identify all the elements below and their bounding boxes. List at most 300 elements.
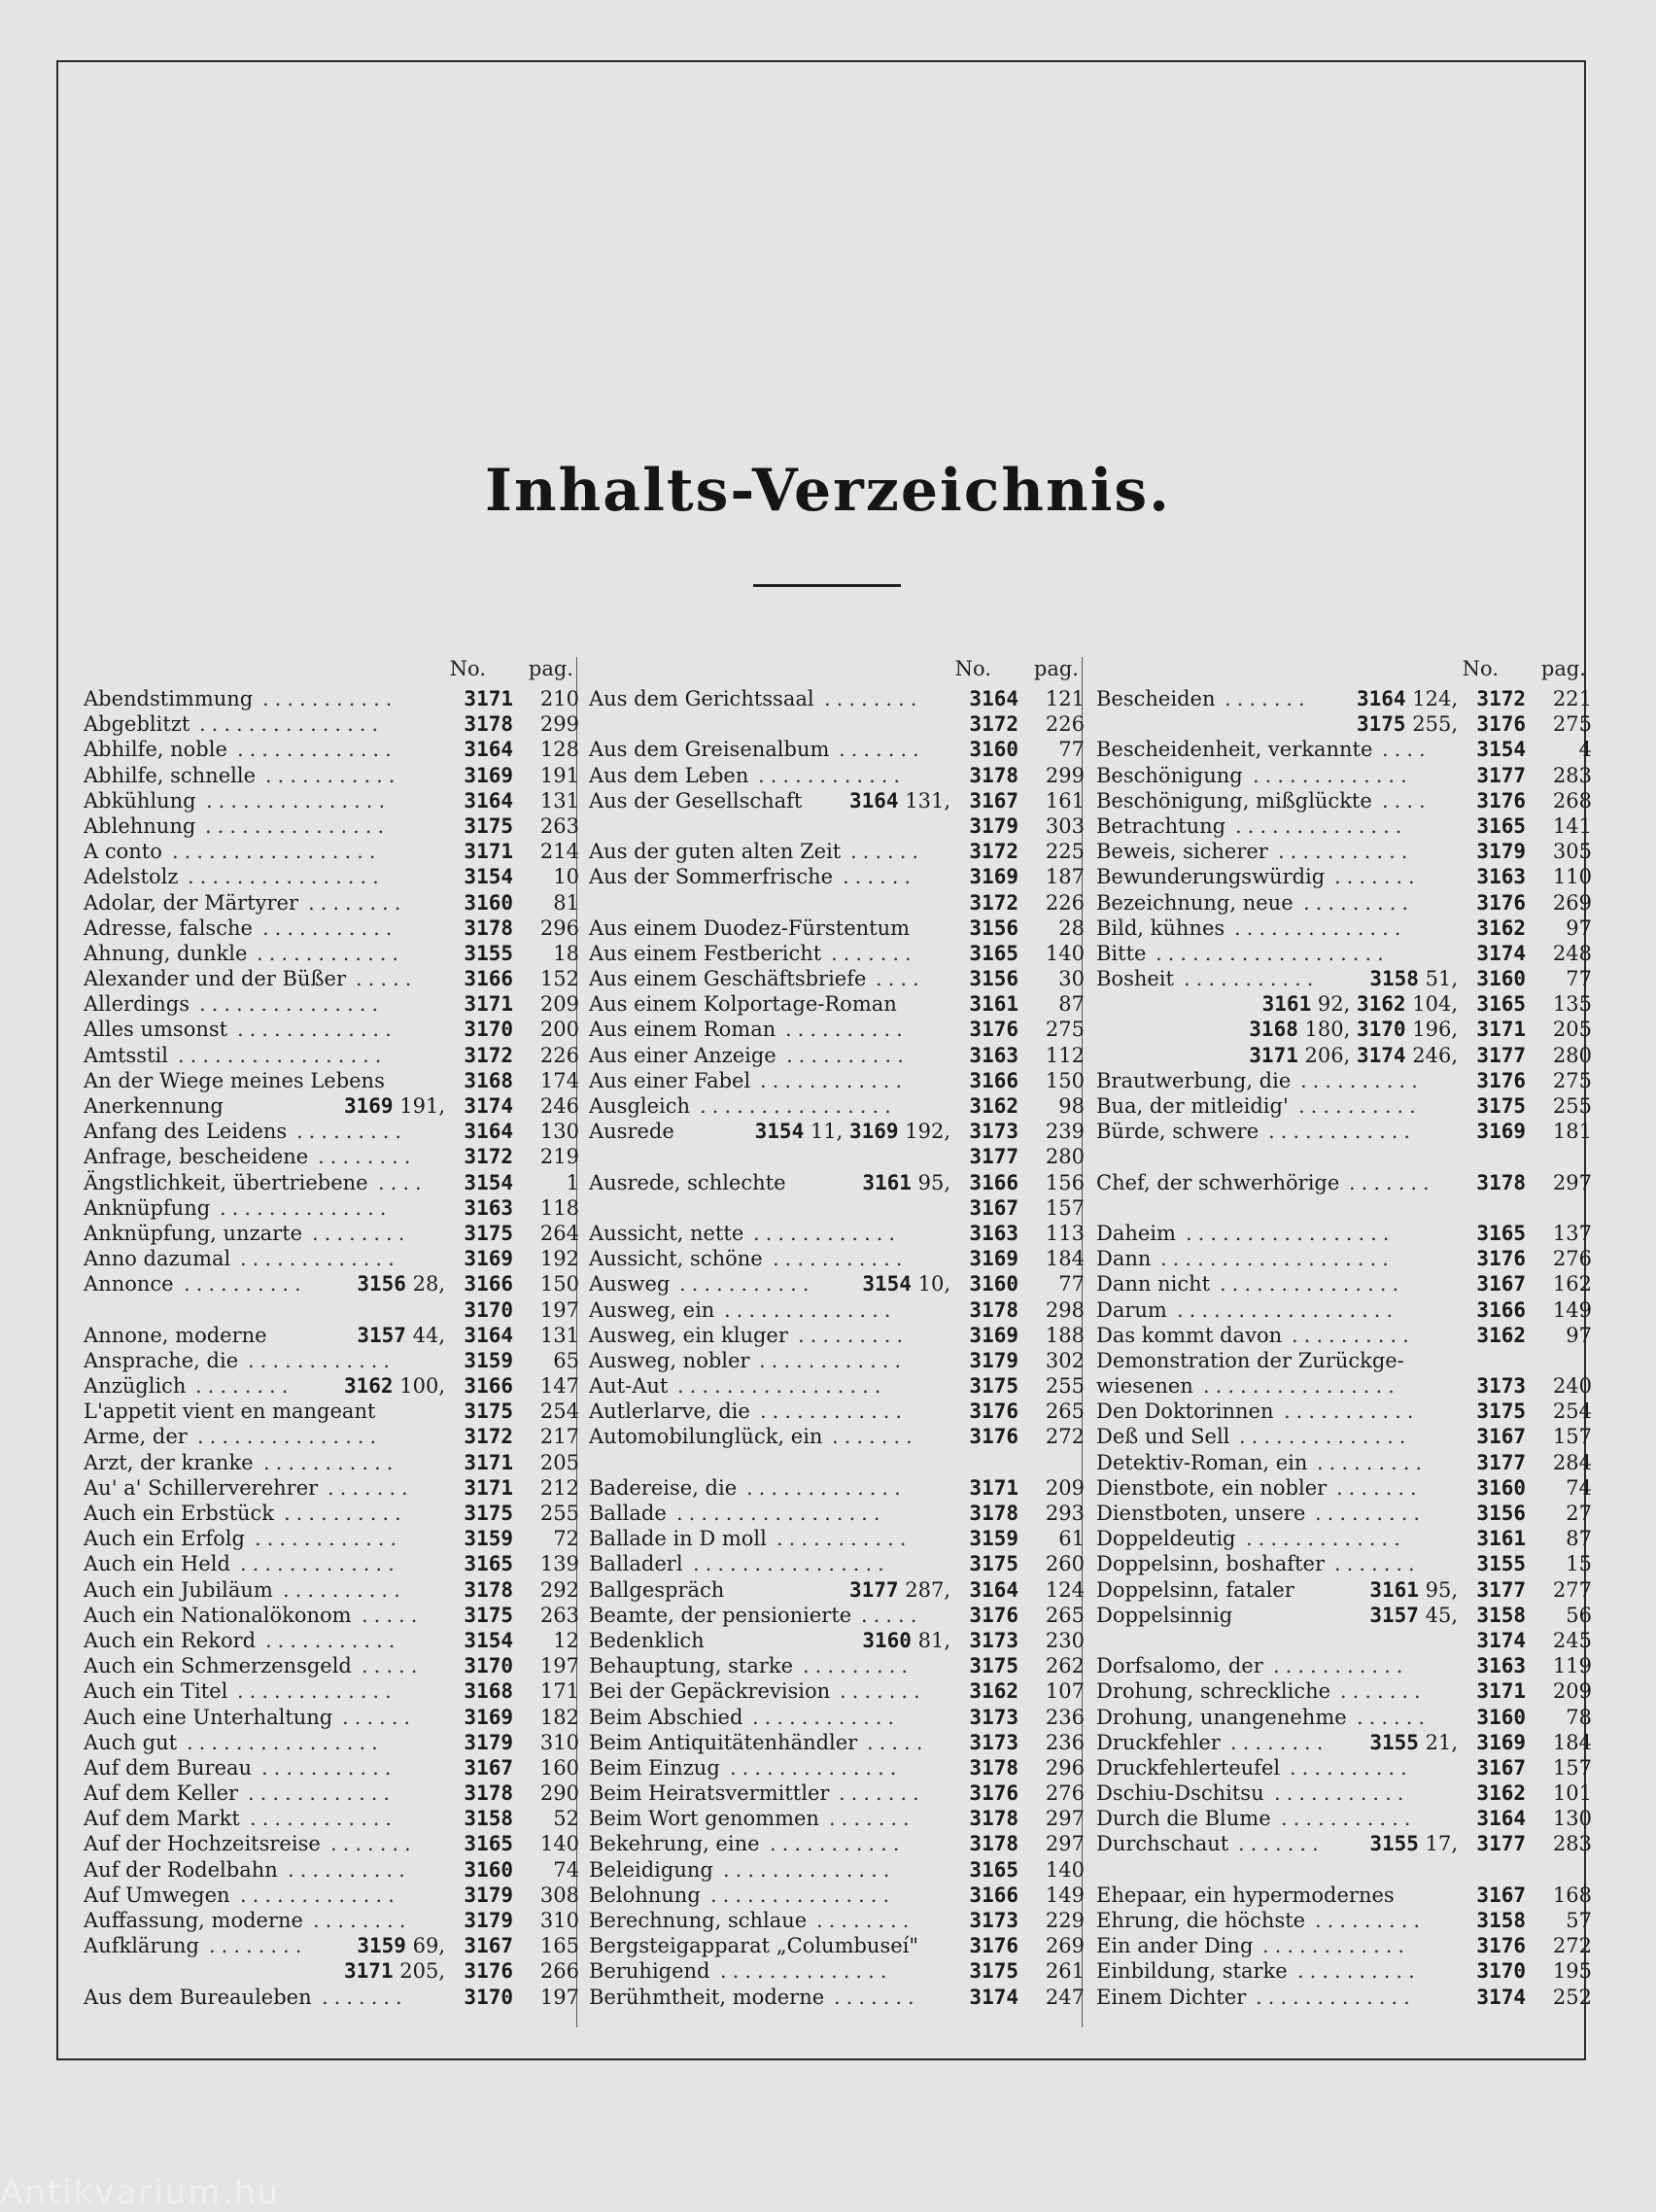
entry-page: 188 (1045, 1323, 1085, 1347)
entry-title: Auf dem Markt (84, 1807, 240, 1831)
entry-page: 252 (1552, 1985, 1592, 2009)
leader-dots: ........... (1273, 1654, 1409, 1678)
ref-number: 3158 (1369, 967, 1419, 991)
entry-number: 3169 (969, 1247, 1018, 1271)
index-entry (84, 1831, 581, 1856)
entry-title: Beweis, sicherer (1096, 840, 1268, 864)
entry-number: 3158 (1476, 1909, 1526, 1932)
entry-number: 3163 (1476, 1654, 1526, 1678)
entry-number: 3172 (464, 1145, 513, 1169)
ref-page: 69, (405, 1934, 445, 1958)
entry-title: Arzt, der kranke (84, 1450, 254, 1474)
entry-title: Ballgespräch (589, 1577, 725, 1602)
entry-title: Ausgleich (589, 1094, 691, 1118)
index-entry (84, 839, 581, 864)
entry-number: 3164 (464, 1120, 513, 1144)
index-entry (589, 1297, 1087, 1323)
entry-page: 240 (1552, 1374, 1592, 1399)
entry-title: Ängstlichkeit, übertriebene (84, 1170, 368, 1194)
entry-number: 3162 (1476, 1781, 1526, 1806)
entry-page: 119 (1552, 1654, 1592, 1678)
index-entry (1096, 686, 1594, 711)
entry-number: 3159 (969, 1527, 1018, 1551)
leader-dots: ...... (850, 840, 925, 864)
leader-dots: ................ (700, 1094, 897, 1118)
leader-dots: ............... (206, 788, 392, 812)
column-header (589, 657, 1087, 686)
entry-number: 3176 (1476, 1247, 1526, 1271)
entry-title: Auffassung, moderne (84, 1909, 303, 1932)
entry-title: Das kommt davon (1096, 1323, 1283, 1347)
entry-page: 255 (1552, 1094, 1592, 1118)
entry-number: 3177 (1476, 1832, 1526, 1856)
entry-number: 3178 (969, 1755, 1018, 1780)
entry-number: 3174 (1476, 1628, 1526, 1652)
index-column-1 (84, 657, 581, 2010)
index-entry (589, 788, 1087, 813)
index-entry (1096, 941, 1594, 966)
entry-number: 3169 (969, 865, 1018, 889)
index-entry (1096, 1271, 1594, 1296)
entry-extra-refs (862, 1628, 950, 1653)
entry-title: Aus dem Bureauleben (84, 1985, 312, 2009)
index-entry (1096, 1093, 1594, 1119)
ref-number: 3162 (343, 1374, 394, 1399)
index-entry (84, 1705, 581, 1730)
entry-page: 275 (1045, 1018, 1085, 1042)
entry-title: Bild, kühnes (1096, 916, 1225, 940)
index-entry (589, 1170, 1087, 1195)
entry-page: 137 (1552, 1221, 1592, 1245)
leader-dots: ................... (1156, 941, 1390, 965)
entry-title: Ausrede (589, 1120, 674, 1144)
entry-page: 78 (1566, 1705, 1592, 1729)
entry-title: Auch ein Schmerzensgeld (84, 1654, 352, 1678)
entry-page: 297 (1552, 1170, 1592, 1194)
entry-title: Aus dem Leben (589, 763, 749, 787)
leader-dots: ....... (1334, 865, 1421, 889)
entry-page: 149 (1045, 1883, 1085, 1907)
index-entry (589, 813, 1087, 839)
entry-page: 140 (1045, 941, 1085, 965)
ref-page: 11, (804, 1120, 844, 1144)
index-entry (1096, 1705, 1594, 1730)
index-entry (1096, 1221, 1594, 1246)
ref-page: 92, (1311, 992, 1351, 1017)
entry-page: 205 (539, 1450, 579, 1474)
entry-number: 3167 (1476, 1272, 1526, 1296)
entry-page: 308 (539, 1883, 579, 1907)
leader-dots: ........... (679, 1272, 815, 1296)
ref-number: 3171 (1249, 1043, 1298, 1067)
entry-title: Ballade in D moll (589, 1527, 767, 1551)
entry-page: 77 (1058, 738, 1085, 762)
leader-dots: ..... (867, 1730, 929, 1754)
leader-dots: .......... (1292, 1323, 1415, 1347)
entry-page: 221 (1552, 687, 1592, 710)
entry-page: 152 (539, 967, 579, 991)
entry-title: Beim Heiratsvermittler (589, 1781, 830, 1806)
entry-number: 3172 (969, 890, 1018, 915)
leader-dots: ............ (1262, 1934, 1411, 1958)
entry-title: Auf der Rodelbahn (84, 1857, 278, 1882)
leader-dots: ................. (172, 840, 382, 864)
entry-title: Ausweg, ein kluger (589, 1323, 788, 1347)
entry-page: 184 (1552, 1730, 1592, 1754)
entry-title: Aussicht, nette (589, 1221, 744, 1245)
leader-dots: ......... (1317, 1450, 1429, 1474)
index-entry (84, 1628, 581, 1653)
entry-number: 3155 (464, 941, 513, 965)
entry-number: 3178 (464, 712, 513, 737)
ref-page: 104, (1405, 992, 1458, 1017)
index-entry (1096, 1297, 1594, 1323)
index-entry (589, 1526, 1087, 1551)
entry-page: 210 (539, 687, 579, 710)
entry-page: 247 (1045, 1985, 1085, 2009)
entry-number: 3171 (464, 1475, 513, 1500)
entry-extra-refs (862, 1170, 950, 1195)
index-entry (589, 1780, 1087, 1806)
entry-page: 121 (1045, 687, 1085, 710)
leader-dots: ............. (1256, 1985, 1416, 2009)
leader-dots: ....... (1349, 1170, 1435, 1194)
leader-dots: ..... (362, 1654, 424, 1678)
index-entry (589, 1348, 1087, 1373)
entry-extra-refs (1369, 966, 1458, 991)
index-entry (589, 1068, 1087, 1093)
entry-number: 3158 (464, 1807, 513, 1831)
entry-title: Ausweg, nobler (589, 1348, 750, 1372)
entry-page: 209 (1045, 1475, 1085, 1500)
entry-number: 3168 (464, 1068, 513, 1092)
entry-number: 3164 (464, 1323, 513, 1347)
entry-page: 72 (553, 1527, 579, 1551)
entry-page: 296 (1045, 1755, 1085, 1780)
entry-page: 52 (553, 1807, 579, 1831)
entry-title: Au' a' Schillerverehrer (84, 1475, 319, 1500)
ref-page: 206, (1297, 1043, 1351, 1067)
entry-title: Deß und Sell (1096, 1425, 1230, 1449)
entry-title: Berühmtheit, moderne (589, 1985, 825, 2009)
leader-dots: .......... (786, 1043, 910, 1067)
entry-number: 3171 (1476, 1679, 1526, 1704)
index-entry (589, 1501, 1087, 1526)
entry-title: Auch gut (84, 1730, 178, 1754)
index-entry (589, 737, 1087, 762)
entry-extra-refs (344, 1958, 445, 1984)
entry-page: 298 (1045, 1297, 1085, 1322)
index-entry (84, 890, 581, 916)
entry-title: Auch ein Jubiläum (84, 1577, 273, 1602)
entry-page: 245 (1552, 1628, 1592, 1652)
entry-number: 3172 (464, 1425, 513, 1449)
leader-dots: .............. (723, 1857, 896, 1882)
entry-number: 3173 (969, 1628, 1018, 1652)
entry-title: An der Wiege meines Lebens (84, 1068, 385, 1092)
leader-dots: ....... (322, 1985, 408, 2009)
entry-number: 3175 (1476, 1400, 1526, 1424)
entry-number: 3167 (969, 1195, 1018, 1220)
index-entry (84, 1246, 581, 1271)
index-entry (589, 711, 1087, 737)
entry-title: Auf dem Keller (84, 1781, 239, 1806)
leader-dots: ............. (237, 738, 397, 762)
entry-page: 280 (1045, 1145, 1085, 1169)
index-entry (1096, 1933, 1594, 1958)
entry-number: 3174 (969, 1985, 1018, 2009)
entry-number: 3175 (464, 1221, 513, 1245)
entry-number: 3175 (464, 1400, 513, 1424)
spacer (1096, 1857, 1594, 1883)
entry-page: 275 (1552, 1068, 1592, 1092)
entry-title: Doppelsinnig (1096, 1603, 1233, 1627)
leader-dots: ............ (248, 1781, 397, 1806)
index-entry (1096, 1831, 1594, 1856)
entry-title: Berechnung, schlaue (589, 1909, 808, 1932)
entry-title: Ballade (589, 1502, 667, 1525)
entry-page: 18 (553, 941, 579, 965)
entry-number: 3169 (1476, 1120, 1526, 1144)
ref-number: 3174 (1356, 1043, 1406, 1067)
entry-number: 3178 (1476, 1170, 1526, 1194)
entry-number: 3175 (969, 1654, 1018, 1678)
leader-dots: ....... (839, 1781, 925, 1806)
entry-page: 165 (539, 1934, 579, 1958)
entry-title: Daheim (1096, 1221, 1176, 1245)
entry-title: Bewunderungswürdig (1096, 865, 1326, 889)
index-entry (84, 1857, 581, 1883)
leader-dots: .............. (1234, 916, 1407, 940)
leader-dots: ............ (760, 1068, 909, 1092)
ref-number: 3161 (862, 1170, 912, 1194)
entry-extra-refs (344, 1373, 445, 1399)
leader-dots: ............. (237, 1679, 397, 1704)
index-entry (1096, 1755, 1594, 1780)
leader-dots: ............ (255, 1527, 403, 1551)
index-entry (589, 1323, 1087, 1348)
leader-dots: ................. (677, 1374, 887, 1399)
index-entry (589, 1755, 1087, 1780)
entry-page: 310 (539, 1909, 579, 1932)
leader-dots: ............... (1220, 1272, 1405, 1296)
entry-number: 3169 (464, 1247, 513, 1271)
entry-number: 3166 (969, 1068, 1018, 1092)
entry-title: Den Doktorinnen (1096, 1400, 1274, 1424)
entry-title: Aus der Gesellschaft (589, 788, 803, 812)
entry-page: 209 (539, 992, 579, 1017)
entry-number: 3171 (464, 992, 513, 1017)
entry-number: 3172 (464, 1043, 513, 1067)
spacer (1096, 1195, 1594, 1221)
index-entry (84, 1271, 581, 1296)
entry-number: 3178 (969, 1807, 1018, 1831)
entry-page: 229 (1045, 1909, 1085, 1932)
leader-dots: ......... (1315, 1909, 1427, 1932)
index-entry (84, 916, 581, 941)
entry-page: 74 (1566, 1475, 1592, 1500)
entry-title: Adelstolz (84, 865, 179, 889)
entry-page: 57 (1566, 1909, 1592, 1932)
ref-page: 81, (911, 1628, 950, 1652)
entry-title: Doppelsinn, boshafter (1096, 1552, 1325, 1576)
entry-number: 3169 (1476, 1730, 1526, 1754)
entry-number: 3161 (969, 992, 1018, 1017)
index-entry (84, 1170, 581, 1195)
leader-dots: .......... (288, 1857, 411, 1882)
index-entry (84, 788, 581, 813)
entry-number: 3172 (969, 712, 1018, 737)
entry-number: 3160 (464, 890, 513, 915)
entry-page: 197 (539, 1654, 579, 1678)
entry-title: Ehrung, die höchste (1096, 1909, 1306, 1932)
entry-number: 3176 (969, 1018, 1018, 1042)
entry-page: 265 (1045, 1603, 1085, 1627)
index-entry (1096, 737, 1594, 762)
entry-number: 3176 (1476, 1934, 1526, 1958)
entry-title: Darum (1096, 1297, 1167, 1322)
entry-number: 3171 (969, 1475, 1018, 1500)
index-entry (589, 1017, 1087, 1042)
leader-dots: ............ (760, 1400, 909, 1424)
entry-number: 3169 (969, 1323, 1018, 1347)
entry-page: 254 (1552, 1400, 1592, 1424)
entry-title: Beleidigung (589, 1857, 713, 1882)
entry-number: 3160 (1476, 967, 1526, 991)
entry-page: 181 (1552, 1120, 1592, 1144)
leader-dots: ........... (776, 1527, 913, 1551)
header-pag: pag. (1540, 657, 1586, 680)
entry-title: Beim Wort genommen (589, 1807, 819, 1831)
entry-title: Behauptung, starke (589, 1654, 794, 1678)
leader-dots: ................... (1160, 1247, 1395, 1271)
entry-page: 280 (1552, 1043, 1592, 1067)
index-entry (589, 1958, 1087, 1984)
index-entry (84, 1195, 581, 1221)
index-entry (1096, 916, 1594, 941)
index-entry (1096, 1603, 1594, 1628)
entry-number: 3179 (969, 1348, 1018, 1372)
entry-page: 65 (553, 1348, 579, 1372)
entry-number: 3178 (969, 763, 1018, 787)
index-entry (589, 1678, 1087, 1704)
entry-page: 275 (1552, 712, 1592, 737)
entry-page: 254 (539, 1400, 579, 1424)
entry-title: Ausweg, ein (589, 1297, 715, 1322)
entry-number: 3160 (1476, 1705, 1526, 1729)
leader-dots: ..... (861, 1603, 923, 1627)
leader-dots: ............ (759, 1348, 908, 1372)
entry-page: 124 (1045, 1577, 1085, 1602)
entry-page: 239 (1045, 1120, 1085, 1144)
entry-page: 161 (1045, 788, 1085, 812)
entry-number: 3156 (969, 916, 1018, 940)
index-entry (1096, 1450, 1594, 1475)
index-entry (84, 1424, 581, 1449)
index-entry (1096, 1475, 1594, 1501)
entry-number: 3178 (969, 1832, 1018, 1856)
index-entry (1096, 1730, 1594, 1755)
entry-number: 3154 (464, 1170, 513, 1194)
entry-page: 272 (1045, 1425, 1085, 1449)
entry-title: Druckfehlerteufel (1096, 1755, 1281, 1780)
entry-page: 97 (1566, 1323, 1592, 1347)
entry-page: 290 (539, 1781, 579, 1806)
entry-title: Bescheiden (1096, 687, 1216, 710)
entry-number: 3169 (464, 1705, 513, 1729)
ref-number: 3155 (1369, 1730, 1419, 1754)
leader-dots: ................ (693, 1552, 890, 1576)
index-entry (589, 1628, 1087, 1653)
entry-page: 299 (539, 712, 579, 737)
entry-page: 77 (1566, 967, 1592, 991)
ref-number: 3168 (1249, 1018, 1298, 1042)
leader-dots: ......... (798, 1323, 910, 1347)
index-entry (84, 1958, 581, 1984)
entry-extra-refs (755, 1119, 950, 1144)
leader-dots: ............ (248, 1348, 397, 1372)
index-entry (84, 1577, 581, 1603)
leader-dots: ........ (816, 1909, 915, 1932)
entry-title: Aus einem Kolportage-Roman (589, 992, 897, 1017)
entry-number: 3164 (969, 687, 1018, 710)
index-entry (84, 1883, 581, 1908)
entry-title: Aus einem Roman (589, 1018, 776, 1042)
entry-number: 3169 (464, 763, 513, 787)
index-entry (589, 1119, 1087, 1144)
entry-title: Ahnung, dunkle (84, 941, 248, 965)
entry-title: Einbildung, starke (1096, 1959, 1288, 1984)
leader-dots: ....... (1336, 1475, 1423, 1500)
index-entry (589, 1831, 1087, 1856)
entry-title: Bua, der mitleidig' (1096, 1094, 1289, 1118)
entry-page: 15 (1566, 1552, 1592, 1576)
ref-page: 28, (405, 1272, 445, 1296)
entry-title: Auf Umwegen (84, 1883, 230, 1907)
entry-title: Ein ander Ding (1096, 1934, 1254, 1958)
entry-title: Bescheidenheit, verkannte (1096, 738, 1373, 762)
entry-title: Beruhigend (589, 1959, 710, 1984)
index-column-3 (1096, 657, 1594, 2010)
index-entry (589, 1399, 1087, 1424)
entry-title: Alexander und der Büßer (84, 967, 346, 991)
entry-number: 3179 (464, 1909, 513, 1932)
entry-title: Doppelsinn, fataler (1096, 1577, 1294, 1602)
entry-page: 168 (1552, 1883, 1592, 1907)
entry-title: Chef, der schwerhörige (1096, 1170, 1340, 1194)
entry-title: Badereise, die (589, 1475, 738, 1500)
index-entry (589, 991, 1087, 1017)
entry-number: 3164 (464, 738, 513, 762)
leader-dots: ........... (1184, 967, 1320, 991)
entry-number: 3176 (1476, 890, 1526, 915)
entry-title: Adresse, falsche (84, 916, 253, 940)
entry-title: Bezeichnung, neue (1096, 890, 1294, 915)
entry-page: 200 (539, 1018, 579, 1042)
index-entry (84, 1093, 581, 1119)
entry-page: 140 (1045, 1857, 1085, 1882)
entry-page: 131 (539, 788, 579, 812)
entry-number: 3161 (1476, 1527, 1526, 1551)
entry-number: 3170 (464, 1654, 513, 1678)
entry-title: Bosheit (1096, 967, 1174, 991)
entry-number: 3162 (969, 1094, 1018, 1118)
leader-dots: .............. (724, 1297, 897, 1322)
entry-title: Alles umsonst (84, 1018, 228, 1042)
header-no: No. (449, 657, 486, 680)
leader-dots: ............ (758, 763, 907, 787)
entry-extra-refs (849, 788, 950, 813)
